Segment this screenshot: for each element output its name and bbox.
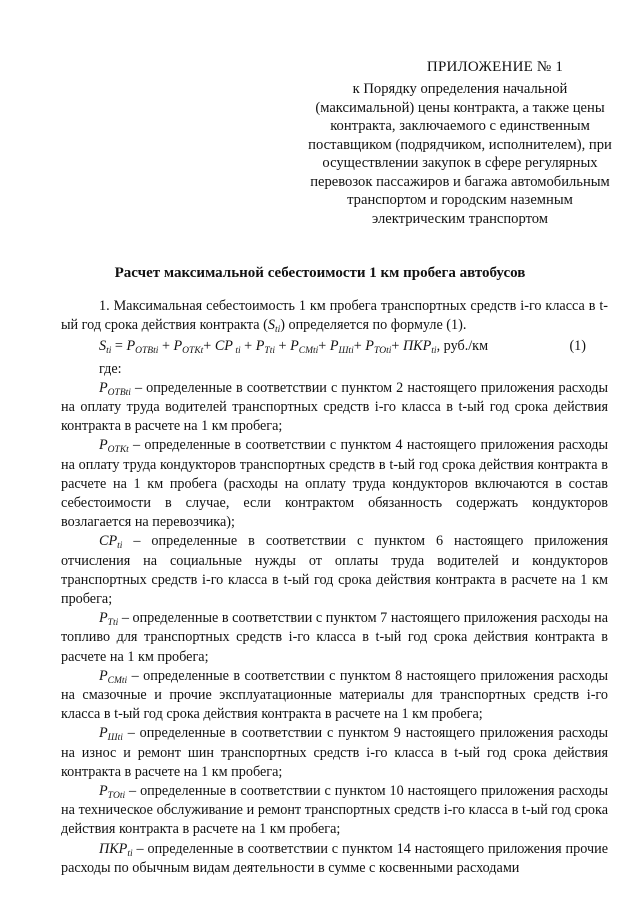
definition-text: – определенные в соответствии с пунктом 9 настоящего приложения расходы на износ и ремонт шин транспортных средств i-го класса в t-ый год срока действия контракта в расчете на 1 км пробега; — [61, 725, 608, 780]
formula-term-sub: ti — [431, 346, 437, 357]
formula-term-sub: ti — [106, 346, 112, 357]
definition-item — [61, 379, 608, 437]
definitions-list — [61, 379, 608, 878]
definition-symbol: CP — [99, 533, 118, 550]
document-body — [61, 297, 608, 878]
formula-term: S — [99, 338, 107, 355]
definition-symbol-sub: ti — [127, 848, 133, 859]
definition-symbol: ПКР — [99, 840, 128, 857]
formula-number: (1) — [569, 338, 586, 355]
formula-term: P — [365, 338, 374, 355]
definition-symbol: P — [99, 725, 108, 742]
formula-term-sub: Шti — [338, 346, 354, 357]
formula-term: P — [126, 338, 136, 355]
formula-operator: + — [203, 338, 215, 355]
definition-item — [61, 532, 608, 609]
appendix-subtitle: к Порядку определения начальной (максимальной) цены контракта, а также цены контракта, заключаемого с единственным поставщиком (подрядчиком, исполнителем), при осуществлении закупок в сфере регулярных перевозок пассажиров и багажа автомобильным транспортом и городским наземным электрическим транспортом — [308, 81, 612, 227]
definition-item — [61, 782, 608, 840]
formula-term: ПКР — [402, 338, 432, 355]
definition-text: – определенные в соответствии с пунктом 7 настоящего приложения расходы на топливо для транспортных средств i-го класса в t-ый год срока действия контракта в расчете на 1 км пробега; — [61, 610, 608, 665]
formula-term-sub: ОТВti — [135, 346, 159, 357]
definition-symbol-sub: ti — [117, 541, 123, 552]
definition-text: – определенные в соответствии с пунктом 4 настоящего приложения расходы на оплату труда кондукторов транспортных средств в t-ый год срока действия контракта в расчете на 1 км пробега (расходы на оплату труда кондукторов включаются в состав себестоимости в случае, если контрактом обязанность содержать кондукторов возлагается на перевозчика); — [61, 437, 608, 531]
formula-expression — [99, 338, 437, 357]
definition-text: – определенные в соответствии с пунктом 10 настоящего приложения расходы на техническое обслуживание и ремонт транспортных средств i-го класса в t-ый год срока действия контракта в расчете на 1 км пробега; — [61, 783, 608, 838]
definition-symbol-sub: Tti — [107, 618, 119, 629]
definition-symbol: P — [99, 783, 108, 800]
formula-term-sub: ОТКt — [182, 346, 204, 357]
formula-operator: + — [240, 338, 256, 355]
definition-symbol-sub: ОТКt — [107, 445, 129, 456]
formula-operator: + — [353, 338, 366, 355]
formula-term: P — [329, 338, 339, 355]
appendix-title: ПРИЛОЖЕНИЕ № 1 — [426, 59, 564, 75]
formula-term-sub: ti — [232, 346, 241, 357]
formula-operator: + — [274, 338, 291, 355]
definition-item — [61, 667, 608, 725]
intro-symbol-sub: ti — [274, 325, 281, 336]
definition-item — [61, 609, 608, 667]
definition-text: – определенные в соответствии с пунктом 8 настоящего приложения расходы на смазочные и прочие эксплуатационные материалы для транспортных средств i-го класса в t-ый год срока действия контракта в расчете на 1 км пробега; — [61, 667, 608, 723]
formula-term: P — [173, 338, 183, 355]
definition-symbol: P — [99, 667, 108, 684]
definition-symbol: P — [99, 379, 108, 396]
definition-text: – определенные в соответствии с пунктом 6 настоящего приложения отчисления на социальные нужды от оплаты труда водителей и кондукторов транспортных средств i-го класса в t-ый год срока действия контракта в расчете на 1 км пробега; — [61, 533, 608, 608]
formula-operator: + — [391, 338, 403, 355]
definition-symbol: P — [99, 610, 108, 627]
definition-text: – определенные в соответствии с пунктом 14 настоящего приложения прочие расходы по обычным видам деятельности в сумме с косвенными расходами — [61, 840, 608, 876]
where-label: где: — [99, 360, 122, 377]
intro-before: 1. Максимальная себестоимость 1 км пробега транспортных средств i-го класса в t-ый год срока действия контракта ( — [61, 298, 608, 334]
formula-term-sub: ТОti — [373, 346, 392, 357]
intro-symbol: S — [267, 317, 275, 334]
definition-item — [61, 436, 608, 532]
formula-unit: , руб./км — [436, 338, 489, 355]
formula-operator: = — [111, 338, 127, 355]
formula-term-sub: Tti — [264, 346, 275, 357]
formula-term-sub: СМti — [298, 346, 319, 357]
formula-operator: + — [318, 338, 330, 355]
definition-symbol-sub: Шti — [107, 733, 123, 744]
definition-item — [61, 840, 608, 878]
formula-term: P — [255, 338, 265, 355]
definition-text: – определенные в соответствии с пунктом 2 настоящего приложения расходы на оплату труда водителей транспортных средств i-го класса в t-ый год срока действия контракта в расчете на 1 км пробега; — [61, 379, 608, 435]
document-heading: Расчет максимальной себестоимости 1 км пробега автобусов — [114, 265, 526, 281]
definition-item — [61, 724, 608, 782]
formula-term: CP — [214, 338, 233, 355]
definition-symbol-sub: ОТВti — [107, 387, 131, 398]
formula-1 — [61, 337, 608, 356]
intro-after: ) определяется по формуле (1). — [280, 317, 467, 334]
definition-symbol: P — [99, 437, 108, 454]
formula-operator: + — [158, 338, 174, 355]
definition-symbol-sub: СМti — [107, 675, 128, 686]
formula-term: P — [290, 338, 299, 355]
definition-symbol-sub: ТОti — [107, 791, 126, 802]
intro-paragraph — [61, 297, 608, 335]
